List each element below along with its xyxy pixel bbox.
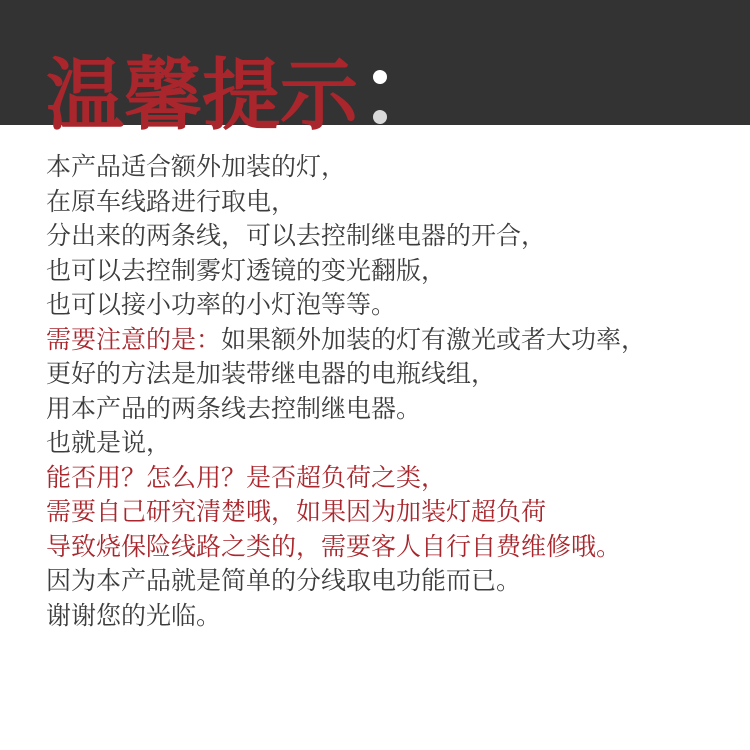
notice-line-warning: 需要自己研究清楚哦，如果因为加装灯超负荷 [46,497,547,526]
colon-dot-top [373,70,387,84]
notice-line: 分出来的两条线，可以去控制继电器的开合， [46,221,547,250]
notice-line: 也就是说， [46,428,172,457]
notice-line: 也可以接小功率的小灯泡等等。 [46,290,397,319]
notice-line-warning: 导致烧保险线路之类的，需要客人自行自费维修哦。 [46,531,622,561]
attention-text: 如果额外加装的灯有激光或者大功率， [221,324,647,354]
title-colon [366,70,394,130]
notice-line: 用本产品的两条线去控制继电器。 [46,393,422,423]
notice-line: 更好的方法是加装带继电器的电瓶线组， [46,359,497,388]
notice-line: 本产品适合额外加装的灯， [46,152,347,181]
colon-dot-bottom [373,110,387,124]
notice-line: 也可以去控制雾灯透镜的变光翻版， [46,255,447,285]
page-title: 温馨提示 [46,51,359,141]
notice-body [46,150,726,633]
notice-line: 谢谢您的光临。 [46,600,222,630]
notice-line-warning: 能否用？怎么用？是否超负荷之类， [46,462,447,492]
notice-line: 在原车线路进行取电， [46,186,297,216]
notice-line: 因为本产品就是简单的分线取电功能而已。 [46,566,522,595]
notice-line-attention [46,323,726,358]
attention-label: 需要注意的是： [46,324,222,354]
